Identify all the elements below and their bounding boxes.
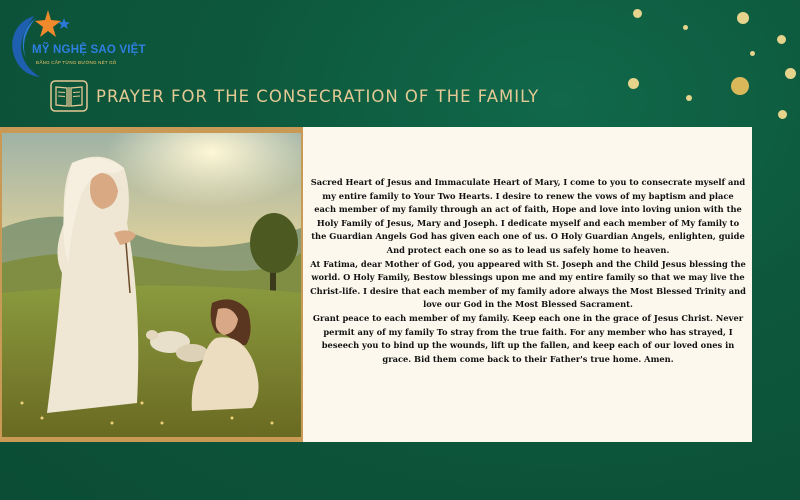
gold-dot [750,51,755,56]
gold-dot [628,78,639,89]
gold-dot [683,25,688,30]
open-book-icon [50,80,88,112]
painting-frame [0,127,303,442]
gold-dot [737,12,749,24]
gold-dot [778,110,787,119]
brand-tagline: ĐẲNG CẤP TỪNG ĐƯỜNG NÉT GỖ [36,60,117,65]
gold-dot [731,77,749,95]
page-title: PRAYER FOR THE CONSECRATION OF THE FAMILY [96,86,540,106]
prayer-paragraph: Grant peace to each member of my family. Keep each one in the grace of Jesus Christ. Never permit any of my family To stray from the true faith. For any member who has strayed, I beseech you to bind up the wounds, lift up the fallen, and keep each of our loved ones in grace. Bid them come back to their Father's true home. Amen. [312,312,744,364]
prayer-paragraph: Sacred Heart of Jesus and Immaculate Heart of Mary, I come to you to consecrate myself and my entire family to Your Two Hearts. I desire to renew the vows of my baptism and place each member of my family through an act of faith, Hope and love into loving union with the Holy Family of Jesus, Mary and Joseph. I dedicate myself and each member of My family to the Guardian Angels God has given each one of us. O Holy Guardian Angels, enlighten, guide And protect each one so as to lead us safely home to heaven. [310,177,746,255]
gold-dot [785,68,796,79]
brand-logo[interactable] [6,4,156,78]
gold-dot [777,35,786,44]
prayer-text [310,176,746,366]
gold-dot [686,95,692,101]
gold-dot [633,9,642,18]
brand-name: MỸ NGHỆ SAO VIỆT [32,44,146,56]
section-header [50,80,539,112]
prayer-paragraph: At Fatima, dear Mother of God, you appeared with St. Joseph and the Child Jesus blessing the world. O Holy Family, Bestow blessings upon me and my entire family so that we may live the Christ-life. I desire that each member of my family adore always the Most Blessed Trinity and love our God in the Most Blessed Sacrament. [310,258,746,310]
star-swoosh-icon [6,4,86,78]
mary-and-girl-painting [2,133,301,437]
